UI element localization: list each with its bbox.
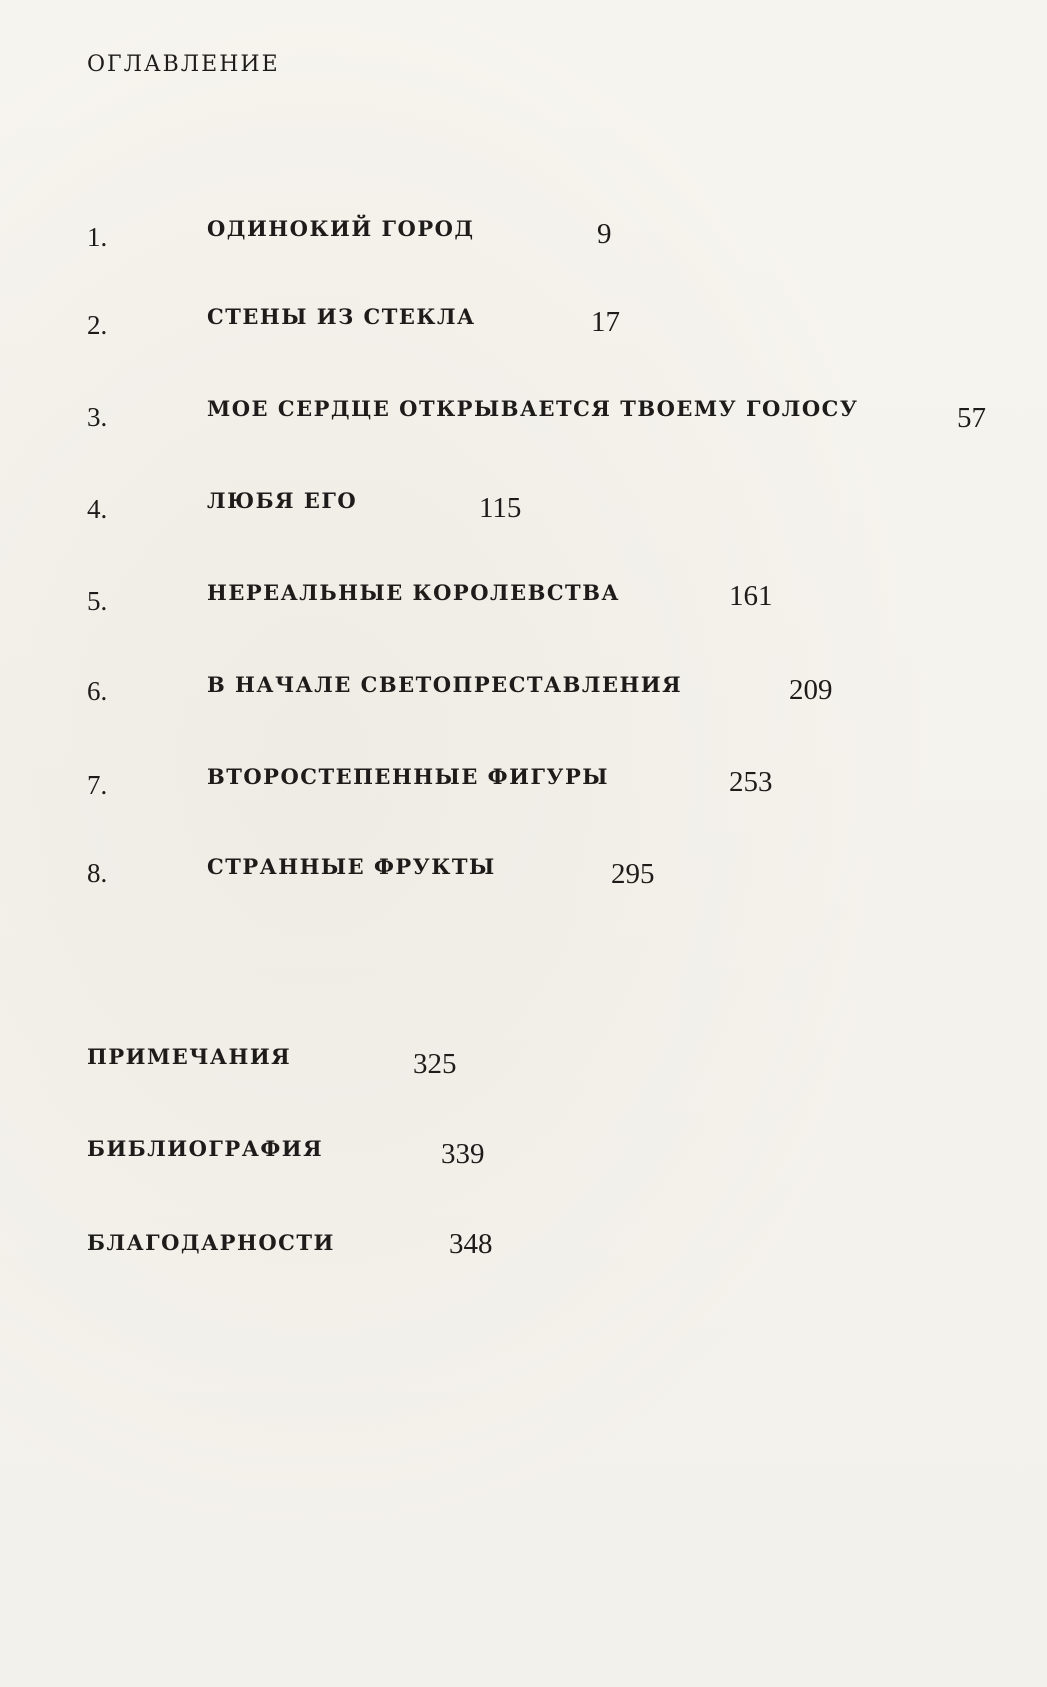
chapter-title: ЛЮБЯ ЕГО [207,488,358,513]
back-matter-page-number: 348 [449,1228,493,1260]
chapter-page-number: 253 [729,766,773,798]
chapter-number: 7. [87,770,108,800]
chapter-page-number: 9 [597,218,612,250]
chapter-number: 4. [87,494,108,524]
chapter-page-number: 209 [789,674,833,706]
chapter-title: МОЕ СЕРДЦЕ ОТКРЫВАЕТСЯ ТВОЕМУ ГОЛОСУ [207,396,859,421]
chapter-title: В НАЧАЛЕ СВЕТОПРЕСТАВЛЕНИЯ [207,672,683,697]
back-matter-title: БЛАГОДАРНОСТИ [87,1230,335,1255]
chapter-page-number: 57 [957,402,986,434]
chapter-number: 2. [87,310,108,340]
chapter-title: НЕРЕАЛЬНЫЕ КОРОЛЕВСТВА [207,580,621,605]
chapter-title: СТРАННЫЕ ФРУКТЫ [207,854,496,879]
chapter-title: ОДИНОКИЙ ГОРОД [207,216,475,241]
chapter-number: 6. [87,676,108,706]
chapter-page-number: 115 [479,492,522,524]
chapter-page-number: 295 [611,858,655,890]
back-matter-page-number: 339 [441,1138,485,1170]
chapter-number: 5. [87,586,108,616]
back-matter-title: БИБЛИОГРАФИЯ [87,1136,324,1161]
chapter-page-number: 161 [729,580,773,612]
back-matter-title: ПРИМЕЧАНИЯ [87,1044,292,1069]
chapter-title: ВТОРОСТЕПЕННЫЕ ФИГУРЫ [207,764,610,789]
chapter-title: СТЕНЫ ИЗ СТЕКЛА [207,304,476,329]
toc-heading: ОГЛАВЛЕНИЕ [87,52,280,77]
chapter-number: 1. [87,222,108,252]
chapter-number: 3. [87,402,108,432]
back-matter-page-number: 325 [413,1048,457,1080]
chapter-page-number: 17 [591,306,620,338]
chapter-number: 8. [87,858,108,888]
